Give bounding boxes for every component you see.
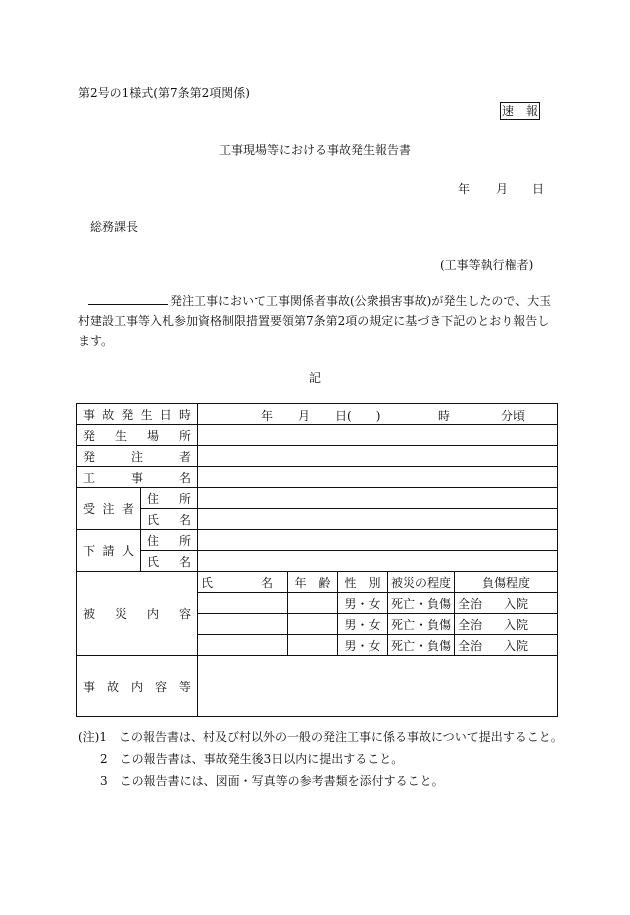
row-contractor-name	[77, 509, 558, 530]
damage-label: 被災内容	[77, 572, 198, 656]
urgent-report-badge: 速 報	[501, 104, 538, 118]
full-recovery-label: 全治	[458, 638, 483, 653]
orderer-field[interactable]	[198, 446, 558, 467]
row-subcontractor-name	[77, 551, 558, 572]
victim-age-field[interactable]	[288, 593, 338, 614]
subcontractor-address-label: 住 所	[141, 530, 198, 551]
damage-header-injury: 負傷程度	[455, 572, 558, 593]
form-number: 第2号の1様式(第7条第2項関係)	[78, 86, 250, 100]
row-accident-detail	[77, 656, 558, 717]
occurrence-datetime-field[interactable]	[198, 404, 558, 425]
report-body	[78, 291, 552, 351]
report-body-text: 発注工事において工事関係者事故(公衆損害事故)が発生したので、大玉村建設工事等入札参加資格制限措置要領第7条第2項の規定に基づき下記のとおり報告します。	[78, 294, 552, 348]
occ-year: 年	[261, 409, 274, 423]
occurrence-datetime-label: 事故発生日時	[77, 404, 198, 425]
hospital-label: 入院	[504, 596, 529, 611]
page-title: 工事現場等における事故発生報告書	[218, 143, 411, 157]
row-occurrence-datetime	[77, 404, 558, 425]
full-recovery-label: 全治	[458, 596, 483, 611]
project-name-field[interactable]	[198, 467, 558, 488]
full-recovery-label: 全治	[458, 617, 483, 632]
victim-extent[interactable]: 死亡・負傷	[388, 614, 455, 635]
row-contractor-address	[77, 488, 558, 509]
occ-minute: 分頃	[501, 409, 526, 423]
ki-heading: 記	[308, 371, 321, 385]
occ-hour: 時	[438, 409, 451, 423]
victim-name-field[interactable]	[198, 635, 288, 656]
victim-injury[interactable]	[455, 614, 558, 635]
victim-injury[interactable]	[455, 635, 558, 656]
date-day: 日	[532, 182, 545, 196]
damage-header-sex: 性 別	[338, 572, 388, 593]
victim-name-field[interactable]	[198, 593, 288, 614]
project-name-label: 工事名	[77, 467, 198, 488]
note-2: 2 この報告書は、事故発生後3日以内に提出すること。	[100, 752, 404, 766]
recipient: 総務課長	[90, 220, 139, 234]
accident-detail-field[interactable]	[198, 656, 558, 717]
damage-header-name: 氏 名	[198, 572, 288, 593]
hospital-label: 入院	[504, 617, 529, 632]
occ-month: 月	[298, 409, 311, 423]
contractor-address-field[interactable]	[198, 488, 558, 509]
victim-extent[interactable]: 死亡・負傷	[388, 593, 455, 614]
occ-day: 日( )	[335, 409, 381, 423]
note-1: (注)1 この報告書は、村及び村以外の一般の発注工事に係る事故について提出すること。	[78, 730, 563, 744]
damage-header-extent: 被災の程度	[388, 572, 455, 593]
victim-sex[interactable]: 男・女	[338, 635, 388, 656]
victim-age-field[interactable]	[288, 635, 338, 656]
row-subcontractor-address	[77, 530, 558, 551]
date-month: 月	[496, 182, 509, 196]
contractor-label: 受注者	[77, 488, 141, 530]
subcontractor-label: 下請人	[77, 530, 141, 572]
report-table	[76, 403, 558, 717]
contractor-name-label: 氏 名	[141, 509, 198, 530]
row-project-name	[77, 467, 558, 488]
date-year: 年	[458, 182, 471, 196]
subcontractor-name-label: 氏 名	[141, 551, 198, 572]
accident-detail-label: 事故内容等	[77, 656, 198, 717]
location-field[interactable]	[198, 425, 558, 446]
victim-name-field[interactable]	[198, 614, 288, 635]
reporter-title: (工事等執行権者)	[440, 258, 534, 272]
victim-extent[interactable]: 死亡・負傷	[388, 635, 455, 656]
subcontractor-name-field[interactable]	[198, 551, 558, 572]
victim-age-field[interactable]	[288, 614, 338, 635]
damage-header-age: 年 齢	[288, 572, 338, 593]
hospital-label: 入院	[504, 638, 529, 653]
project-blank-line	[88, 292, 168, 305]
row-location	[77, 425, 558, 446]
contractor-name-field[interactable]	[198, 509, 558, 530]
note-3: 3 この報告書には、図面・写真等の参考書類を添付すること。	[100, 774, 444, 788]
victim-sex[interactable]: 男・女	[338, 614, 388, 635]
contractor-address-label: 住 所	[141, 488, 198, 509]
orderer-label: 発注者	[77, 446, 198, 467]
victim-sex[interactable]: 男・女	[338, 593, 388, 614]
location-label: 発生場所	[77, 425, 198, 446]
row-damage-header	[77, 572, 558, 593]
notes	[78, 726, 563, 792]
victim-injury[interactable]	[455, 593, 558, 614]
subcontractor-address-field[interactable]	[198, 530, 558, 551]
row-orderer	[77, 446, 558, 467]
